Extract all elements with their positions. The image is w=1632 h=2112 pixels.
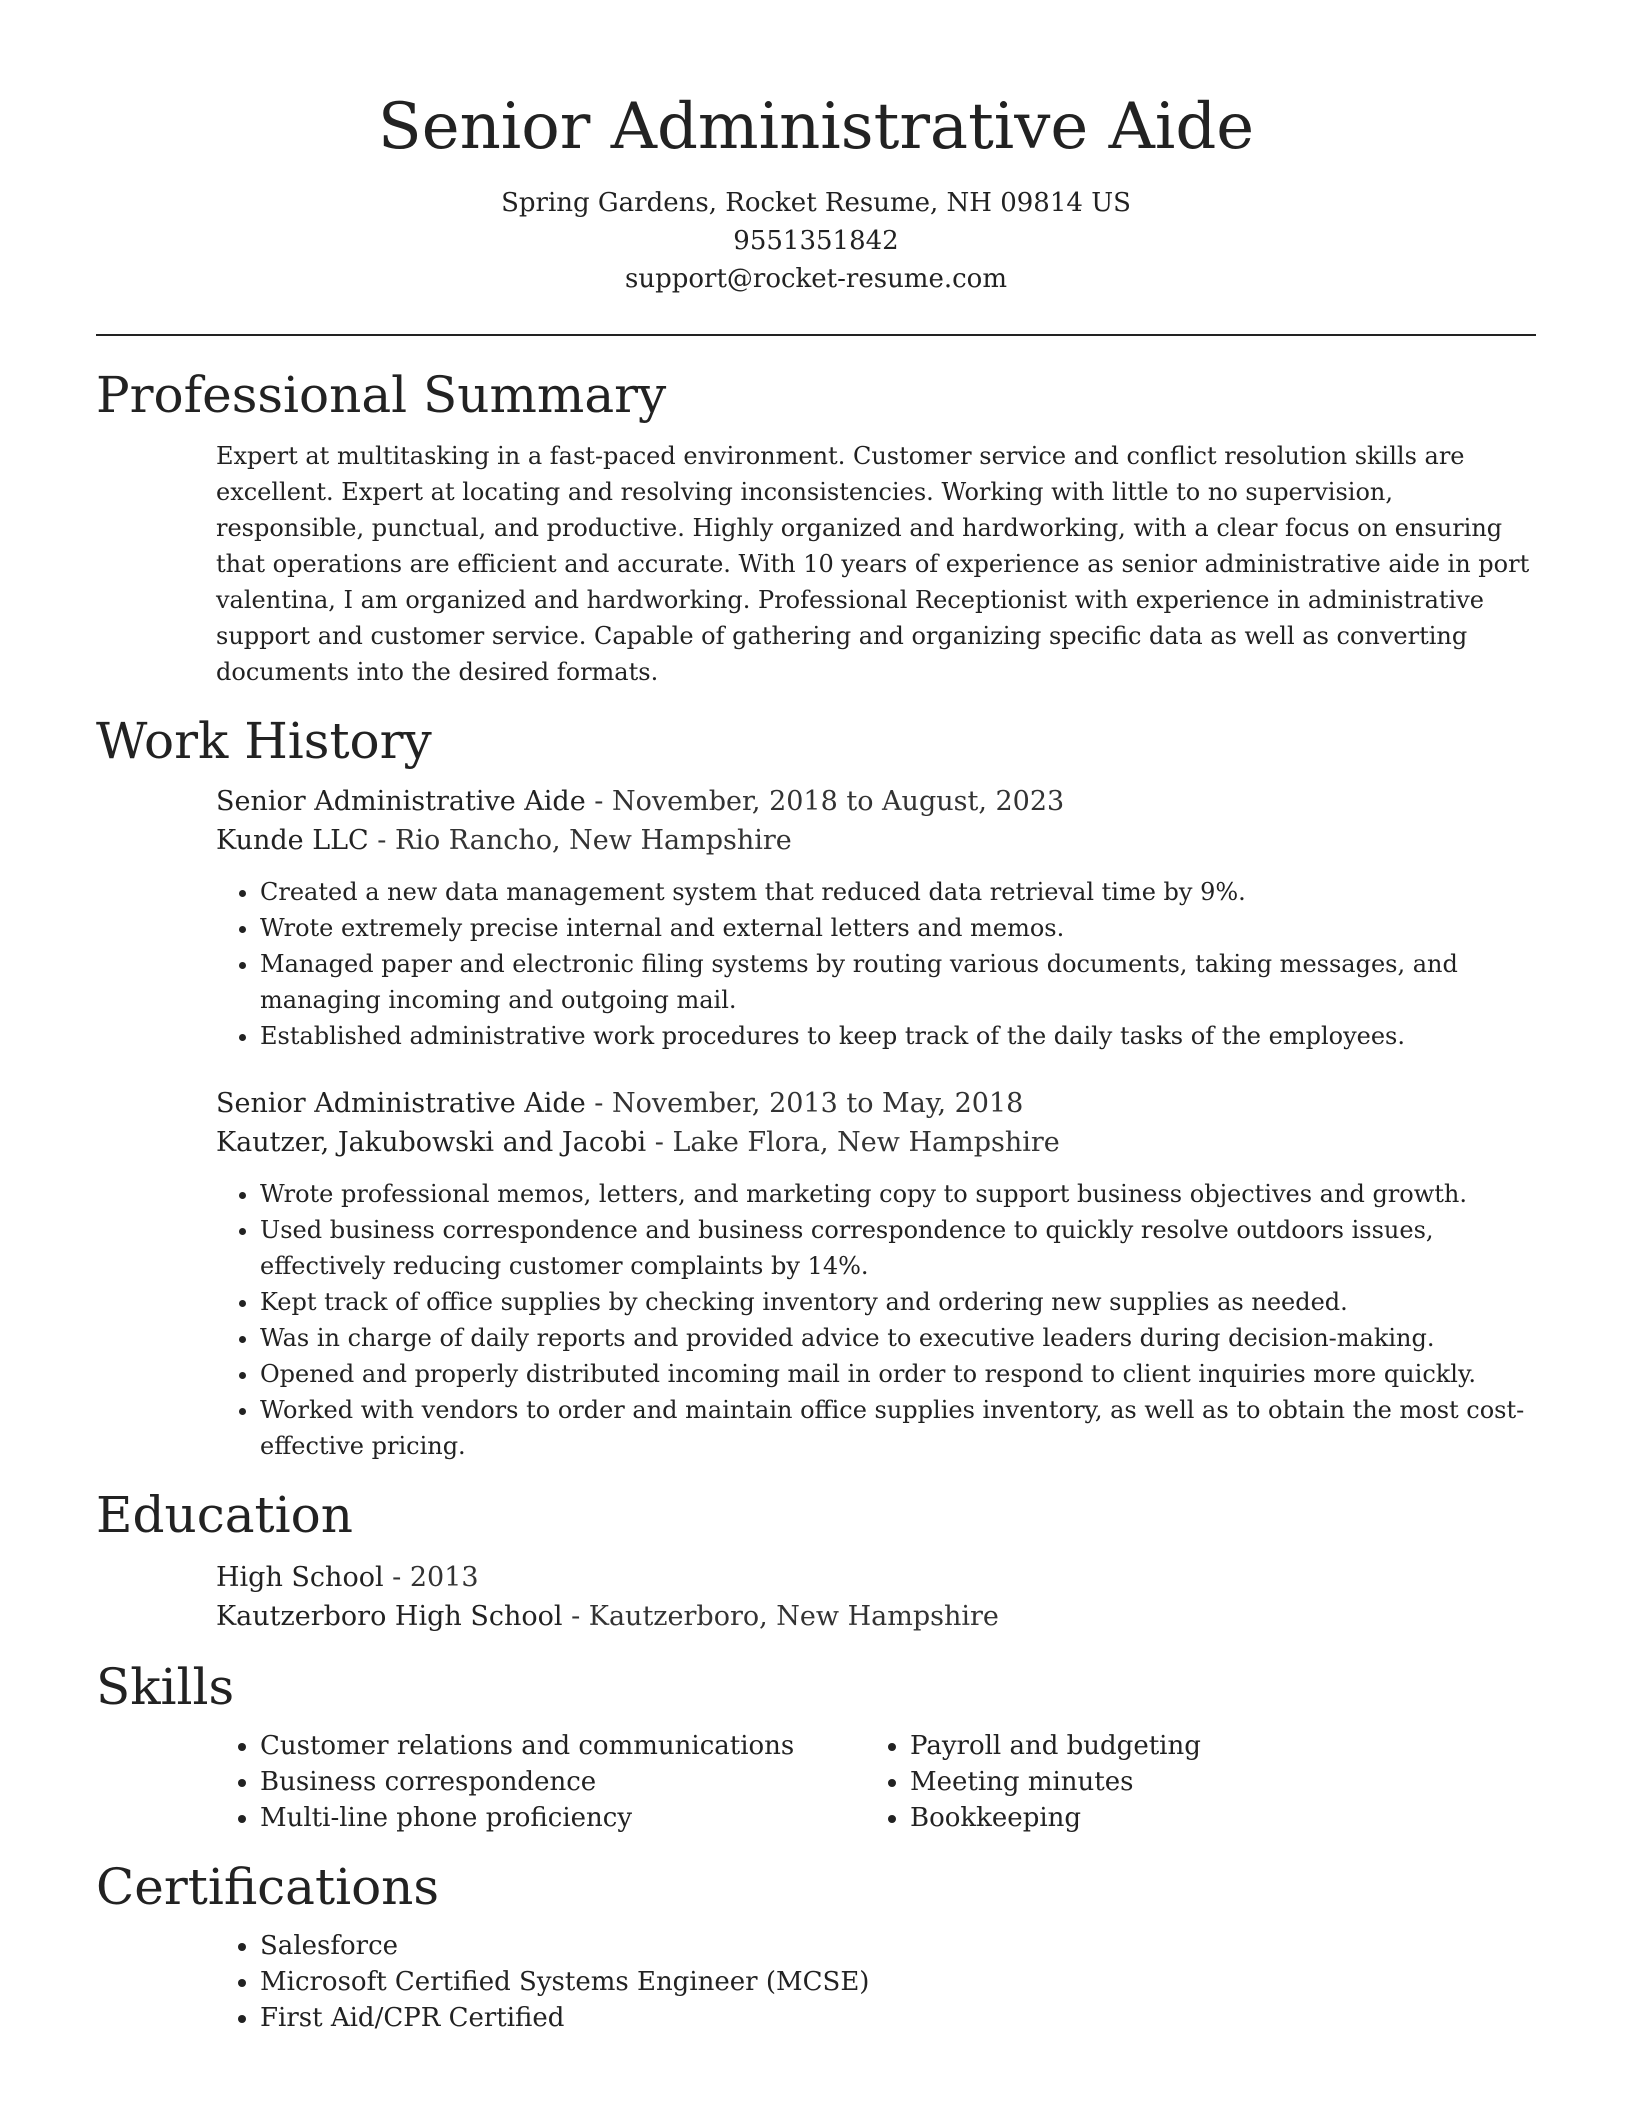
list-item: • Bookkeeping bbox=[910, 1800, 1516, 1836]
job-location: - Lake Flora, New Hampshire bbox=[646, 1127, 1060, 1158]
education-section bbox=[96, 1484, 1536, 1636]
contact-address: Spring Gardens, Rocket Resume, NH 09814 US bbox=[501, 188, 1131, 218]
list-item: • Business correspondence bbox=[260, 1764, 866, 1800]
job-company: Kautzer, Jakubowski and Jacobi bbox=[216, 1127, 647, 1158]
job-role: Senior Administrative Aide bbox=[216, 1088, 586, 1119]
list-item: • Created a new data management system that reduced data retrieval time by 9%. bbox=[260, 874, 1536, 910]
list-item: • Managed paper and electronic filing systems by routing various documents, taking messages, and managing incoming and outgoing mail. bbox=[260, 946, 1536, 1018]
skills-list-left bbox=[216, 1728, 866, 1836]
list-item: • Salesforce bbox=[260, 1928, 1536, 1964]
education-degree-line bbox=[216, 1558, 1536, 1597]
list-item: • Wrote professional memos, letters, and marketing copy to support business objectives and growth. bbox=[260, 1176, 1536, 1212]
education-heading: Education bbox=[96, 1486, 353, 1544]
list-item: • Payroll and budgeting bbox=[910, 1728, 1516, 1764]
job-bullets bbox=[216, 874, 1536, 1054]
job-role: Senior Administrative Aide bbox=[216, 786, 586, 817]
certifications-section bbox=[96, 1856, 1536, 2036]
list-item: • Used business correspondence and business correspondence to quickly resolve outdoors issues, effectively reducing customer complaints by 14%. bbox=[260, 1212, 1536, 1284]
skills-body bbox=[216, 1728, 1536, 1836]
job-location: - Rio Rancho, New Hampshire bbox=[368, 825, 792, 856]
education-body bbox=[216, 1558, 1536, 1636]
list-item: • Worked with vendors to order and maintain office supplies inventory, as well as to obtain the most cost-effective pricing. bbox=[260, 1392, 1536, 1464]
certifications-heading: Certifications bbox=[96, 1858, 440, 1916]
list-item: • First Aid/CPR Certified bbox=[260, 2000, 1536, 2036]
education-school-line bbox=[216, 1597, 1536, 1636]
skills-column-left bbox=[216, 1728, 866, 1836]
skills-list-right bbox=[866, 1728, 1516, 1836]
job-company-line bbox=[216, 1123, 1536, 1162]
job-company-line bbox=[216, 821, 1536, 860]
skills-column-right bbox=[866, 1728, 1516, 1836]
certifications-body bbox=[216, 1928, 1536, 2036]
header-divider bbox=[96, 334, 1536, 336]
work-history-heading: Work History bbox=[96, 712, 432, 770]
contact-phone: 9551351842 bbox=[733, 226, 899, 256]
work-history-section bbox=[96, 710, 1536, 1464]
list-item: • Established administrative work procedures to keep track of the daily tasks of the employees. bbox=[260, 1018, 1536, 1054]
job-company: Kunde LLC bbox=[216, 825, 369, 856]
skills-section bbox=[96, 1656, 1536, 1836]
skills-grid bbox=[216, 1728, 1536, 1836]
list-item: • Wrote extremely precise internal and external letters and memos. bbox=[260, 910, 1536, 946]
resume-name: Senior Administrative Aide bbox=[377, 90, 1255, 164]
certifications-list bbox=[216, 1928, 1536, 2036]
summary-heading: Professional Summary bbox=[96, 366, 667, 424]
summary-text: Expert at multitasking in a fast-paced environment. Customer service and conflict resolution skills are excellent. Expert at locating and resolving inconsistencies. Working with little to no supervision, responsible, punctual, and productive. Highly organized and hardworking, with a clear focus on ensuring that operations are efficient and accurate. With 10 years of experience as senior administrative aide in port valentina, I am organized and hardworking. Professional Receptionist with experience in administrative support and customer service. Capable of gathering and organizing specific data as well as converting documents into the desired formats. bbox=[216, 442, 1530, 686]
education-location: - Kautzerboro, New Hampshire bbox=[562, 1601, 999, 1632]
resume-header bbox=[96, 0, 1536, 298]
contact-block bbox=[96, 184, 1536, 298]
education-degree: High School bbox=[216, 1562, 384, 1593]
job-title-line bbox=[216, 1084, 1536, 1123]
list-item: • Kept track of office supplies by checking inventory and ordering new supplies as needed. bbox=[260, 1284, 1536, 1320]
list-item: • Was in charge of daily reports and provided advice to executive leaders during decision-making. bbox=[260, 1320, 1536, 1356]
education-school: Kautzerboro High School bbox=[216, 1601, 563, 1632]
job-dates: - November, 2013 to May, 2018 bbox=[585, 1088, 1024, 1119]
job-dates: - November, 2018 to August, 2023 bbox=[585, 786, 1065, 817]
list-item: • Microsoft Certified Systems Engineer (MCSE) bbox=[260, 1964, 1536, 2000]
skills-heading: Skills bbox=[96, 1658, 235, 1716]
education-year: - 2013 bbox=[383, 1562, 479, 1593]
contact-email: support@rocket-resume.com bbox=[624, 264, 1007, 294]
job-title-line bbox=[216, 782, 1536, 821]
list-item: • Customer relations and communications bbox=[260, 1728, 866, 1764]
list-item: • Opened and properly distributed incoming mail in order to respond to client inquiries more quickly. bbox=[260, 1356, 1536, 1392]
job-entry bbox=[216, 1084, 1536, 1464]
job-entry bbox=[216, 782, 1536, 1054]
summary-section bbox=[96, 364, 1536, 690]
job-bullets bbox=[216, 1176, 1536, 1464]
list-item: • Multi-line phone proficiency bbox=[260, 1800, 866, 1836]
summary-body bbox=[216, 438, 1536, 690]
list-item: • Meeting minutes bbox=[910, 1764, 1516, 1800]
work-history-body bbox=[216, 782, 1536, 1464]
